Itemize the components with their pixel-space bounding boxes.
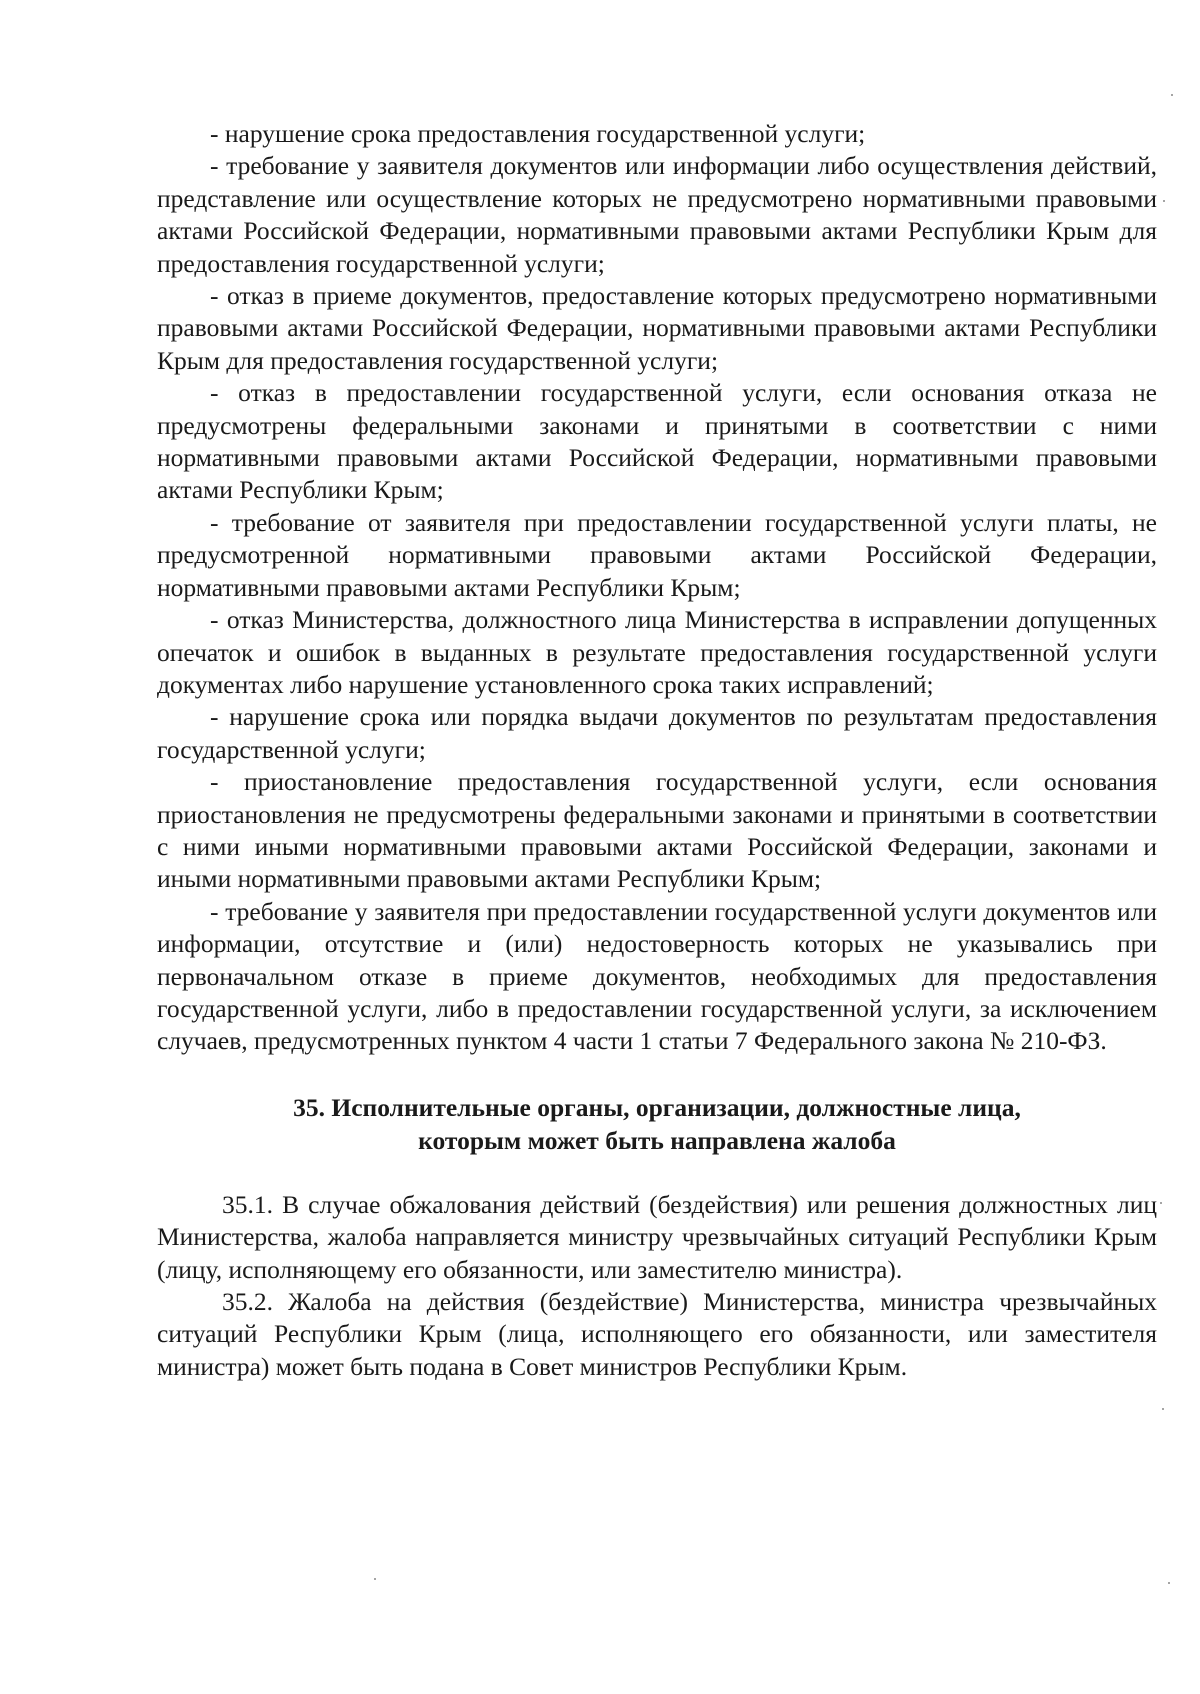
list-item: - отказ в приеме документов, предоставление которых предусмотрено нормативными правовыми актами Российской Федерации, нормативными правовыми актами Республики Крым для предоставления государственной услуги; — [157, 281, 1157, 375]
list-item: - нарушение срока предоставления государственной услуги; — [210, 119, 866, 148]
section-heading-line-2: которым может быть направлена жалоба — [418, 1125, 896, 1155]
document-body — [157, 118, 1157, 1383]
scan-speck — [374, 1578, 376, 1580]
list-item: - отказ в предоставлении государственной услуги, если основания отказа не предусмотрены федеральными законами и принятыми в соответствии с ними нормативными правовыми актами Российской Федерации, нормативными правовыми актами Республики Крым; — [157, 378, 1157, 505]
scan-speck — [1171, 94, 1173, 96]
list-item: - требование у заявителя документов или информации либо осуществления действий, представление или осуществление которых не предусмотрено нормативными правовыми актами Российской Федерации, нормативными правовыми актами Республики Крым для предоставления государственной услуги; — [157, 151, 1157, 278]
section-heading-line-1: 35. Исполнительные органы, организации, должностные лица, — [293, 1092, 1021, 1122]
list-item: - требование у заявителя при предоставлении государственной услуги документов или информации, отсутствие и (или) недостоверность которых не указывались при первоначальном отказе в приеме документов, необходимых для предоставления государственной услуги, либо в предоставлении государственной услуги, за исключением случаев, предусмотренных пунктом 4 части 1 статьи 7 Федерального закона № 210-ФЗ. — [157, 896, 1157, 1056]
scan-speck — [1162, 1408, 1164, 1410]
list-item: - отказ Министерства, должностного лица Министерства в исправлении допущенных опечаток и ошибок в выданных в результате предоставления государственной услуги документах либо нарушение установленного срока таких исправлений; — [157, 605, 1157, 699]
subsection-35-1: 35.1. В случае обжалования действий (бездействия) или решения должностных лиц Министерства, жалоба направляется министру чрезвычайных ситуаций Республики Крым (лицу, исполняющему его обязанности, или заместителю министра). — [157, 1189, 1157, 1284]
list-item: - приостановление предоставления государственной услуги, если основания приостановления не предусмотрены федеральными законами и принятыми в соответствии с ними иными нормативными правовыми актами Российской Федерации, законами и иными нормативными правовыми актами Республики Крым; — [157, 767, 1157, 894]
scan-speck — [1163, 200, 1165, 202]
list-item: - требование от заявителя при предоставлении государственной услуги платы, не предусмотренной нормативными правовыми актами Российской Федерации, нормативными правовыми актами Республики Крым; — [157, 507, 1157, 602]
subsection-35-2: 35.2. Жалоба на действия (бездействие) Министерства, министра чрезвычайных ситуаций Республики Крым (лица, исполняющего его обязанности, или заместителя министра) может быть подана в Совет министров Республики Крым. — [157, 1287, 1157, 1381]
section-heading — [157, 1091, 1157, 1157]
scan-speck — [1160, 1202, 1162, 1204]
list-item: - нарушение срока или порядка выдачи документов по результатам предоставления государственной услуги; — [157, 702, 1157, 764]
scan-speck — [1168, 1582, 1170, 1584]
